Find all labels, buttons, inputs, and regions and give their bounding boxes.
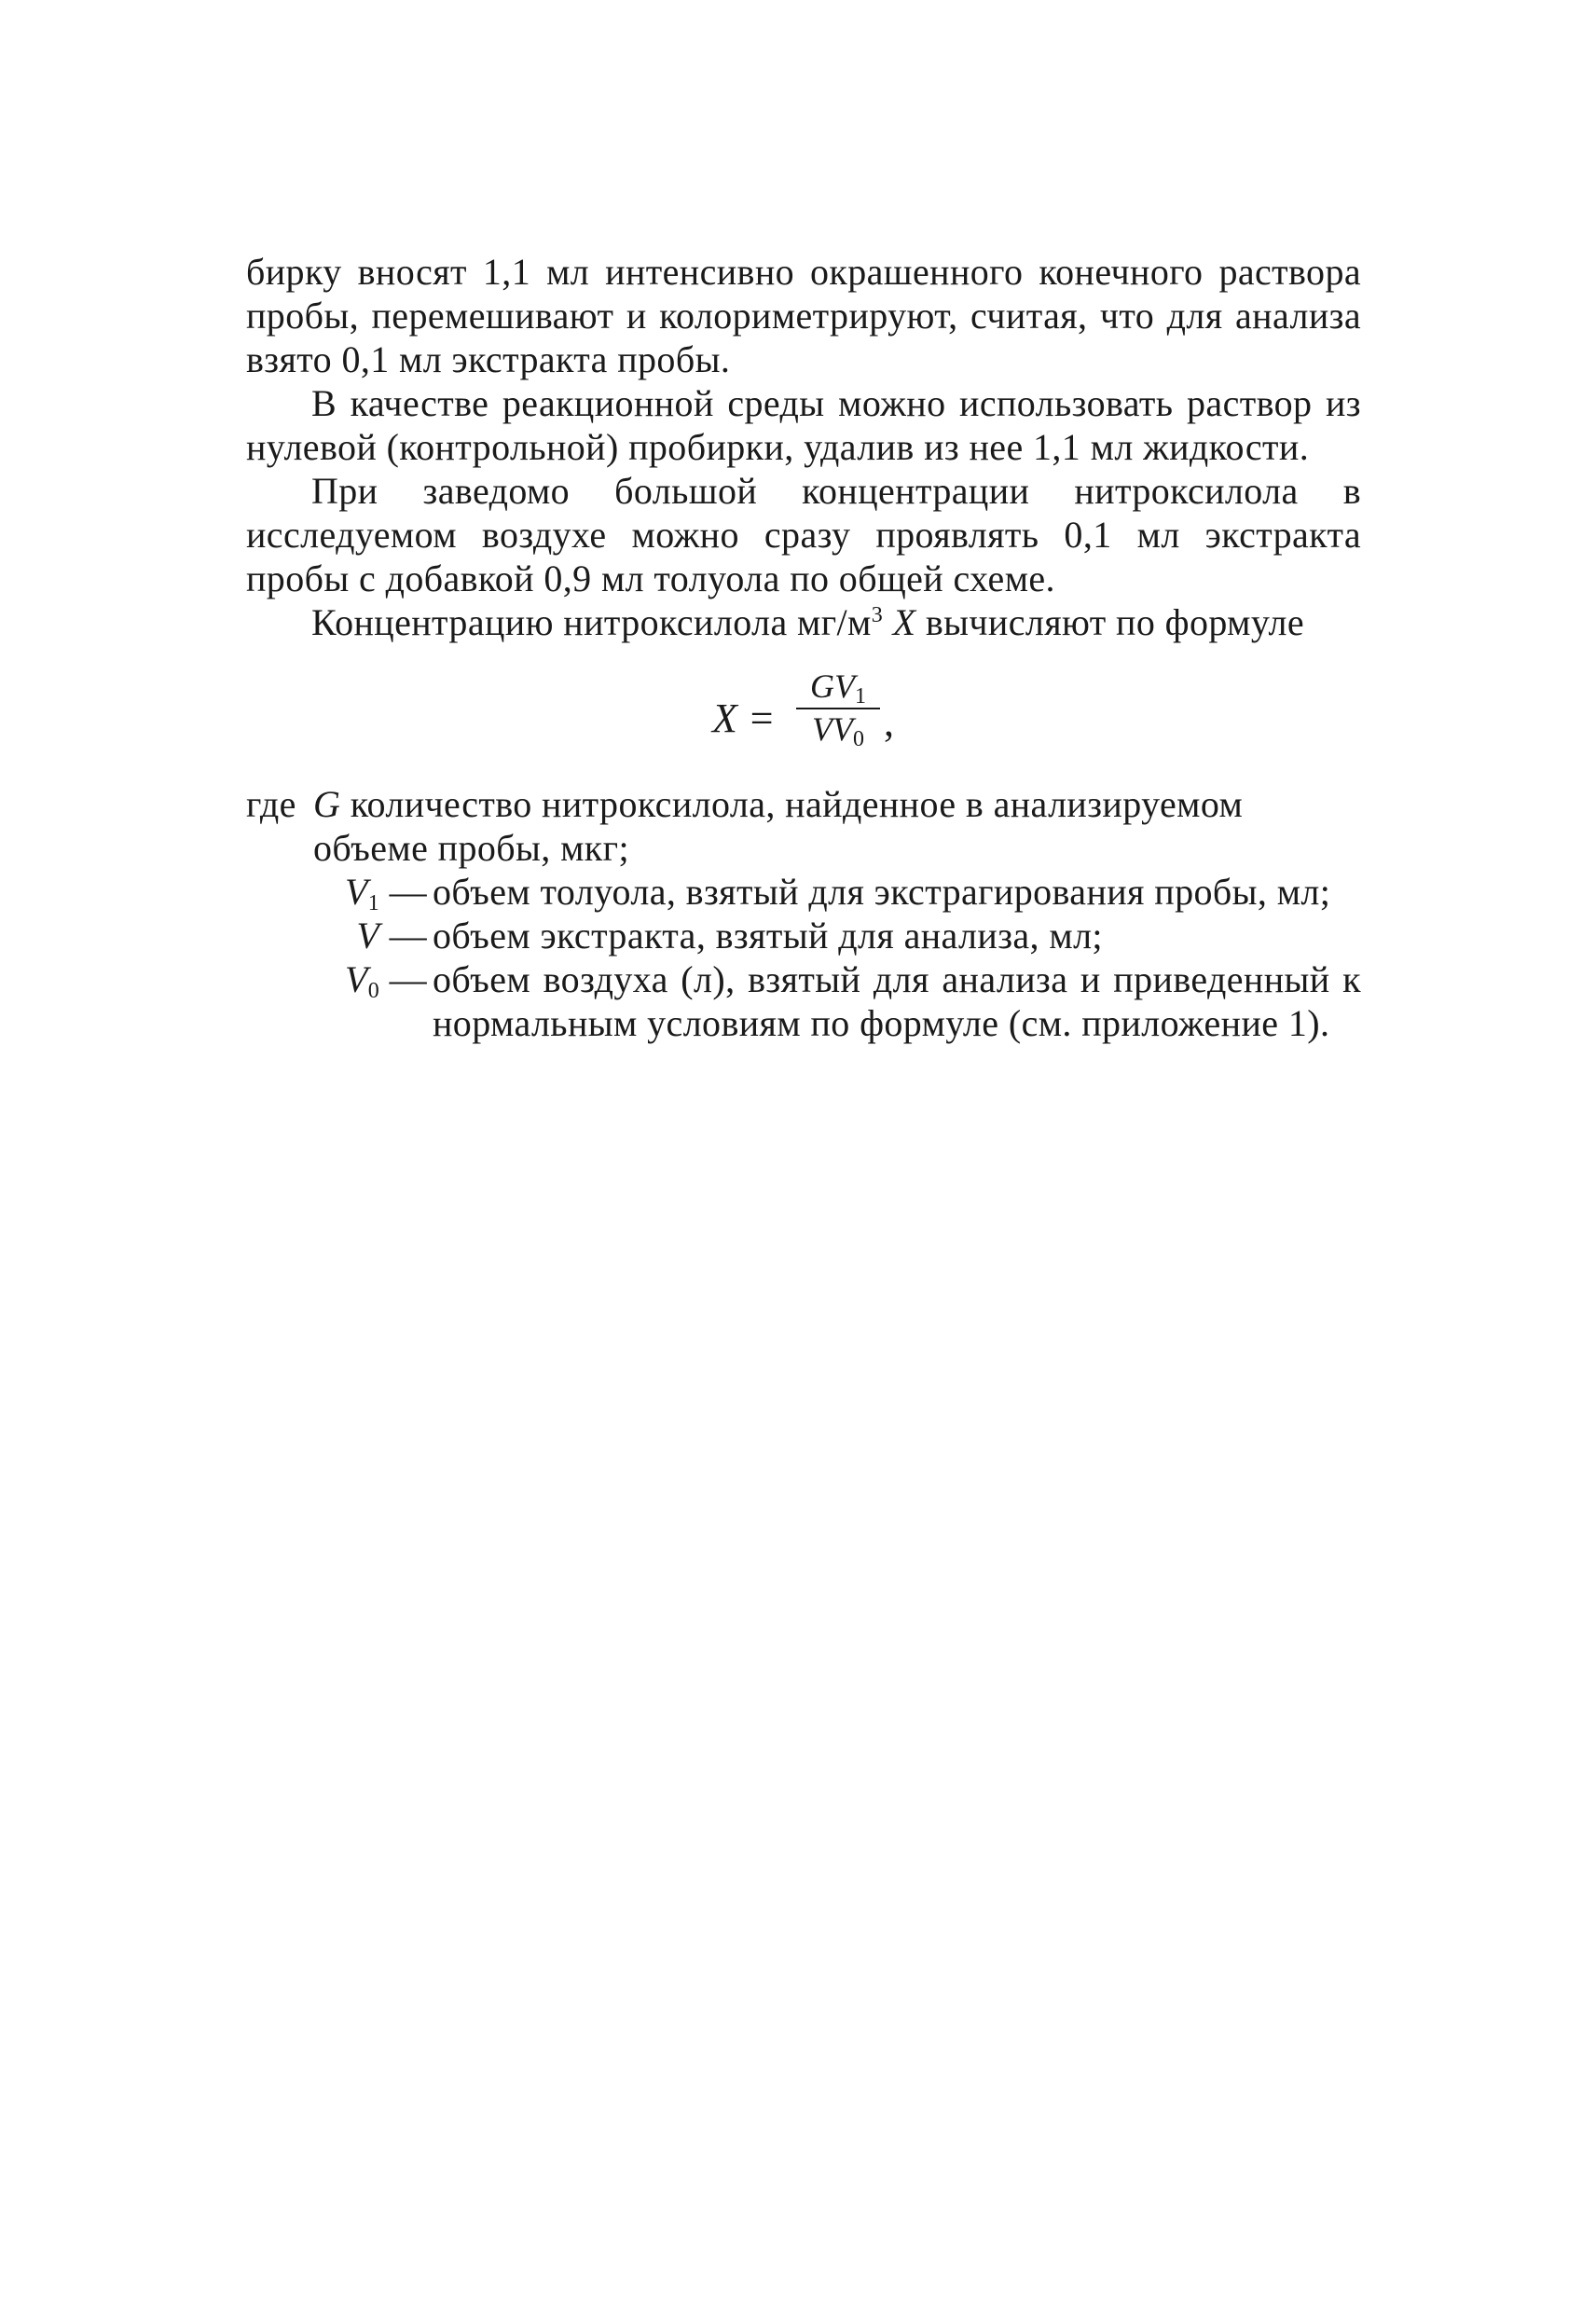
legend-symbol: V xyxy=(344,958,368,1000)
paragraph-reaction-medium: В качестве реакционной среды можно использовать раствор из нулевой (контрольной) пробирки, удалив из нее 1,1 мл жидкости. xyxy=(246,382,1361,468)
formula-lhs: X = xyxy=(712,695,776,741)
formula-fraction xyxy=(796,667,880,749)
paragraph-high-concentration: При заведомо большой концентрации нитроксилола в исследуемом воздухе можно сразу проявлять 0,1 мл экстракта пробы с добавкой 0,9 мл толуола по общей схеме. xyxy=(246,470,1361,599)
concentration-text-before: Концентрацию нитроксилола мг/м xyxy=(311,601,872,643)
document-page xyxy=(246,250,1361,1045)
legend-item-v0: $V_0$ — объем воздуха (л), взятый для анализа и приведенный к нормальным условиям по формуле (см. приложение 1). xyxy=(344,958,1361,1044)
legend-item-g xyxy=(246,782,1361,870)
unit-superscript: 3 xyxy=(871,603,884,627)
paragraph-continuation: бирку вносят 1,1 мл интенсивно окрашенного конечного раствора пробы, перемешивают и колориметрируют, считая, что для анализа взято 0,1 мл экстракта пробы. xyxy=(246,251,1361,380)
paragraph-concentration-formula-intro xyxy=(246,600,1361,644)
legend-dash: — xyxy=(389,915,427,956)
legend-item-v1: $V_1$ — объем толуола, взятый для экстрагирования пробы, мл; xyxy=(246,870,1361,914)
formula-legend xyxy=(246,782,1361,1045)
legend-description: количество нитроксилола, найденное в анализируемом объеме пробы, мкг; xyxy=(313,783,1244,869)
legend-intro: где xyxy=(246,783,296,825)
legend-symbol: V xyxy=(344,871,368,913)
formula-denominator: $VV_0$ xyxy=(812,710,864,751)
legend-description: объем экстракта, взятый для анализа, мл; xyxy=(433,915,1103,956)
legend-dash: — xyxy=(389,958,427,1000)
legend-dash: — xyxy=(389,871,427,913)
legend-item-v xyxy=(246,914,1361,957)
concentration-symbol: X xyxy=(892,601,916,643)
legend-description: объем толуола, взятый для экстрагирования пробы, мл; xyxy=(433,871,1331,913)
legend-symbol: V xyxy=(356,915,380,956)
formula-trailing-comma: , xyxy=(884,699,894,745)
legend-description: объем воздуха (л), взятый для анализа и приведенный к нормальным условиям по формуле (см. приложение 1). xyxy=(433,958,1361,1044)
legend-symbol: G xyxy=(313,783,341,825)
concentration-text-after: вычисляют по формуле xyxy=(925,601,1305,643)
formula-numerator: $GV_1$ xyxy=(796,667,880,709)
concentration-formula xyxy=(246,657,1361,777)
